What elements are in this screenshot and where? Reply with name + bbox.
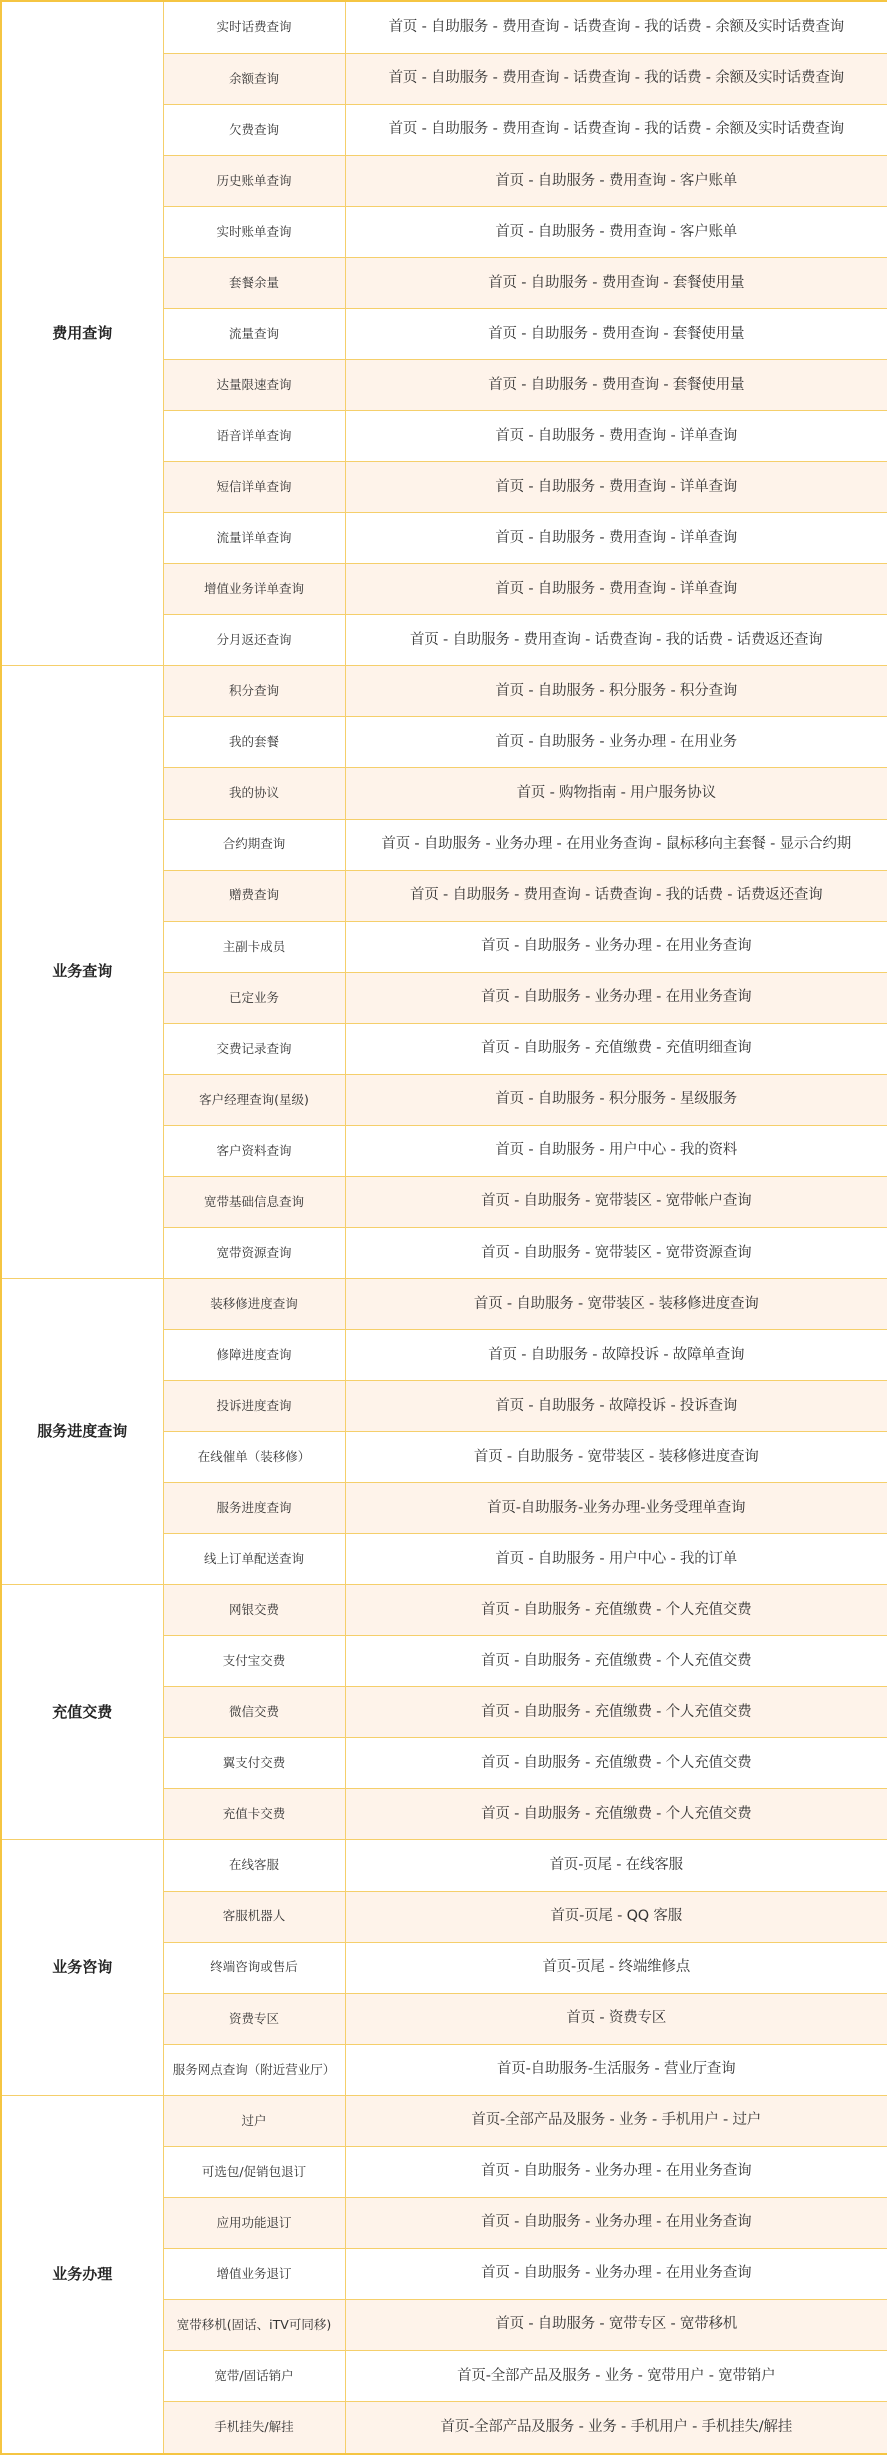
navigation-path-cell: 首页 - 自助服务 - 费用查询 - 客户账单: [345, 206, 887, 257]
navigation-path-cell: 首页 - 自助服务 - 费用查询 - 话费查询 - 我的话费 - 余额及实时话费查询: [345, 104, 887, 155]
navigation-path-cell: 首页-全部产品及服务 - 业务 - 手机用户 - 过户: [345, 2095, 887, 2146]
query-item-cell: 充值卡交费: [163, 1789, 345, 1840]
table-row: [1, 1585, 887, 1636]
query-item-cell: 流量查询: [163, 309, 345, 360]
query-item-cell: 在线客服: [163, 1840, 345, 1891]
navigation-path-cell: 首页 - 自助服务 - 费用查询 - 话费查询 - 我的话费 - 话费返还查询: [345, 615, 887, 666]
query-item-cell: 宽带移机(固话、iTV可同移): [163, 2299, 345, 2350]
query-item-cell: 增值业务详单查询: [163, 564, 345, 615]
query-item-cell: 套餐余量: [163, 258, 345, 309]
query-item-cell: 主副卡成员: [163, 921, 345, 972]
navigation-path-cell: 首页 - 自助服务 - 宽带装区 - 宽带帐户查询: [345, 1176, 887, 1227]
navigation-path-cell: 首页 - 自助服务 - 业务办理 - 在用业务查询: [345, 972, 887, 1023]
navigation-path-cell: 首页 - 自助服务 - 费用查询 - 客户账单: [345, 155, 887, 206]
navigation-path-cell: 首页 - 自助服务 - 业务办理 - 在用业务: [345, 717, 887, 768]
query-item-cell: 我的协议: [163, 768, 345, 819]
query-item-cell: 增值业务退订: [163, 2248, 345, 2299]
navigation-path-cell: 首页-自助服务-业务办理-业务受理单查询: [345, 1483, 887, 1534]
navigation-path-cell: 首页 - 自助服务 - 费用查询 - 详单查询: [345, 411, 887, 462]
navigation-path-cell: 首页 - 自助服务 - 业务办理 - 在用业务查询: [345, 921, 887, 972]
query-item-cell: 短信详单查询: [163, 462, 345, 513]
query-item-cell: 历史账单查询: [163, 155, 345, 206]
navigation-path-cell: 首页-页尾 - QQ 客服: [345, 1891, 887, 1942]
category-cell: 服务进度查询: [1, 1278, 163, 1584]
table-row: [1, 666, 887, 717]
query-item-cell: 翼支付交费: [163, 1738, 345, 1789]
navigation-path-cell: 首页 - 自助服务 - 费用查询 - 套餐使用量: [345, 360, 887, 411]
query-item-cell: 宽带资源查询: [163, 1227, 345, 1278]
query-item-cell: 交费记录查询: [163, 1023, 345, 1074]
query-item-cell: 客户经理查询(星级): [163, 1074, 345, 1125]
navigation-path-cell: 首页 - 自助服务 - 宽带专区 - 宽带移机: [345, 2299, 887, 2350]
query-item-cell: 欠费查询: [163, 104, 345, 155]
category-cell: 业务咨询: [1, 1840, 163, 2095]
category-cell: 充值交费: [1, 1585, 163, 1840]
navigation-path-cell: 首页-页尾 - 在线客服: [345, 1840, 887, 1891]
query-item-cell: 流量详单查询: [163, 513, 345, 564]
table-row: [1, 2095, 887, 2146]
navigation-path-cell: 首页 - 资费专区: [345, 1993, 887, 2044]
query-item-cell: 赠费查询: [163, 870, 345, 921]
query-item-cell: 修障进度查询: [163, 1330, 345, 1381]
navigation-path-cell: 首页 - 自助服务 - 充值缴费 - 个人充值交费: [345, 1789, 887, 1840]
navigation-path-cell: 首页 - 自助服务 - 故障投诉 - 投诉查询: [345, 1381, 887, 1432]
navigation-path-cell: 首页 - 自助服务 - 业务办理 - 在用业务查询 - 鼠标移向主套餐 - 显示合约期: [345, 819, 887, 870]
query-item-cell: 客服机器人: [163, 1891, 345, 1942]
query-item-cell: 在线催单（装移修）: [163, 1432, 345, 1483]
navigation-path-cell: 首页 - 自助服务 - 费用查询 - 套餐使用量: [345, 309, 887, 360]
navigation-path-cell: 首页 - 自助服务 - 费用查询 - 详单查询: [345, 513, 887, 564]
navigation-path-cell: 首页 - 自助服务 - 宽带装区 - 装移修进度查询: [345, 1432, 887, 1483]
query-item-cell: 微信交费: [163, 1687, 345, 1738]
table-row: [1, 1, 887, 53]
navigation-path-cell: 首页-自助服务-生活服务 - 营业厅查询: [345, 2044, 887, 2095]
navigation-path-cell: 首页 - 自助服务 - 充值缴费 - 个人充值交费: [345, 1585, 887, 1636]
category-cell: 费用查询: [1, 1, 163, 666]
query-item-cell: 可选包/促销包退订: [163, 2146, 345, 2197]
query-item-cell: 手机挂失/解挂: [163, 2401, 345, 2454]
query-item-cell: 宽带基础信息查询: [163, 1176, 345, 1227]
query-item-cell: 服务网点查询（附近营业厅）: [163, 2044, 345, 2095]
query-item-cell: 网银交费: [163, 1585, 345, 1636]
query-item-cell: 我的套餐: [163, 717, 345, 768]
navigation-path-cell: 首页 - 自助服务 - 充值缴费 - 充值明细查询: [345, 1023, 887, 1074]
navigation-path-cell: 首页-全部产品及服务 - 业务 - 手机用户 - 手机挂失/解挂: [345, 2401, 887, 2454]
query-item-cell: 服务进度查询: [163, 1483, 345, 1534]
query-item-cell: 客户资料查询: [163, 1125, 345, 1176]
navigation-path-cell: 首页 - 自助服务 - 费用查询 - 详单查询: [345, 564, 887, 615]
query-item-cell: 达量限速查询: [163, 360, 345, 411]
navigation-path-cell: 首页 - 自助服务 - 业务办理 - 在用业务查询: [345, 2146, 887, 2197]
navigation-path-cell: 首页 - 自助服务 - 费用查询 - 套餐使用量: [345, 258, 887, 309]
query-item-cell: 分月返还查询: [163, 615, 345, 666]
category-cell: 业务办理: [1, 2095, 163, 2454]
query-item-cell: 支付宝交费: [163, 1636, 345, 1687]
navigation-path-cell: 首页 - 自助服务 - 费用查询 - 话费查询 - 我的话费 - 余额及实时话费查询: [345, 1, 887, 53]
table-row: [1, 1278, 887, 1329]
query-item-cell: 资费专区: [163, 1993, 345, 2044]
navigation-path-cell: 首页-页尾 - 终端维修点: [345, 1942, 887, 1993]
query-item-cell: 已定业务: [163, 972, 345, 1023]
query-item-cell: 实时话费查询: [163, 1, 345, 53]
query-item-cell: 投诉进度查询: [163, 1381, 345, 1432]
navigation-path-cell: 首页 - 自助服务 - 费用查询 - 话费查询 - 我的话费 - 余额及实时话费查询: [345, 53, 887, 104]
navigation-path-cell: 首页 - 自助服务 - 用户中心 - 我的资料: [345, 1125, 887, 1176]
navigation-path-cell: 首页 - 自助服务 - 宽带装区 - 装移修进度查询: [345, 1278, 887, 1329]
query-item-cell: 积分查询: [163, 666, 345, 717]
query-item-cell: 过户: [163, 2095, 345, 2146]
guide-table-body: [1, 1, 887, 2454]
category-cell: 业务查询: [1, 666, 163, 1279]
query-item-cell: 语音详单查询: [163, 411, 345, 462]
navigation-path-cell: 首页 - 自助服务 - 业务办理 - 在用业务查询: [345, 2197, 887, 2248]
query-item-cell: 合约期查询: [163, 819, 345, 870]
navigation-path-cell: 首页 - 自助服务 - 充值缴费 - 个人充值交费: [345, 1738, 887, 1789]
query-item-cell: 线上订单配送查询: [163, 1534, 345, 1585]
navigation-path-cell: 首页 - 自助服务 - 宽带装区 - 宽带资源查询: [345, 1227, 887, 1278]
query-item-cell: 实时账单查询: [163, 206, 345, 257]
table-row: [1, 1840, 887, 1891]
query-item-cell: 宽带/固话销户: [163, 2350, 345, 2401]
query-item-cell: 装移修进度查询: [163, 1278, 345, 1329]
navigation-path-cell: 首页 - 自助服务 - 费用查询 - 详单查询: [345, 462, 887, 513]
navigation-path-cell: 首页 - 自助服务 - 充值缴费 - 个人充值交费: [345, 1687, 887, 1738]
query-item-cell: 余额查询: [163, 53, 345, 104]
navigation-path-cell: 首页 - 自助服务 - 积分服务 - 星级服务: [345, 1074, 887, 1125]
navigation-path-cell: 首页 - 自助服务 - 故障投诉 - 故障单查询: [345, 1330, 887, 1381]
navigation-path-cell: 首页 - 自助服务 - 业务办理 - 在用业务查询: [345, 2248, 887, 2299]
query-item-cell: 应用功能退订: [163, 2197, 345, 2248]
navigation-path-cell: 首页 - 自助服务 - 费用查询 - 话费查询 - 我的话费 - 话费返还查询: [345, 870, 887, 921]
navigation-path-cell: 首页-全部产品及服务 - 业务 - 宽带用户 - 宽带销户: [345, 2350, 887, 2401]
navigation-path-cell: 首页 - 自助服务 - 积分服务 - 积分查询: [345, 666, 887, 717]
navigation-path-cell: 首页 - 自助服务 - 充值缴费 - 个人充值交费: [345, 1636, 887, 1687]
navigation-path-cell: 首页 - 自助服务 - 用户中心 - 我的订单: [345, 1534, 887, 1585]
navigation-path-cell: 首页 - 购物指南 - 用户服务协议: [345, 768, 887, 819]
query-item-cell: 终端咨询或售后: [163, 1942, 345, 1993]
